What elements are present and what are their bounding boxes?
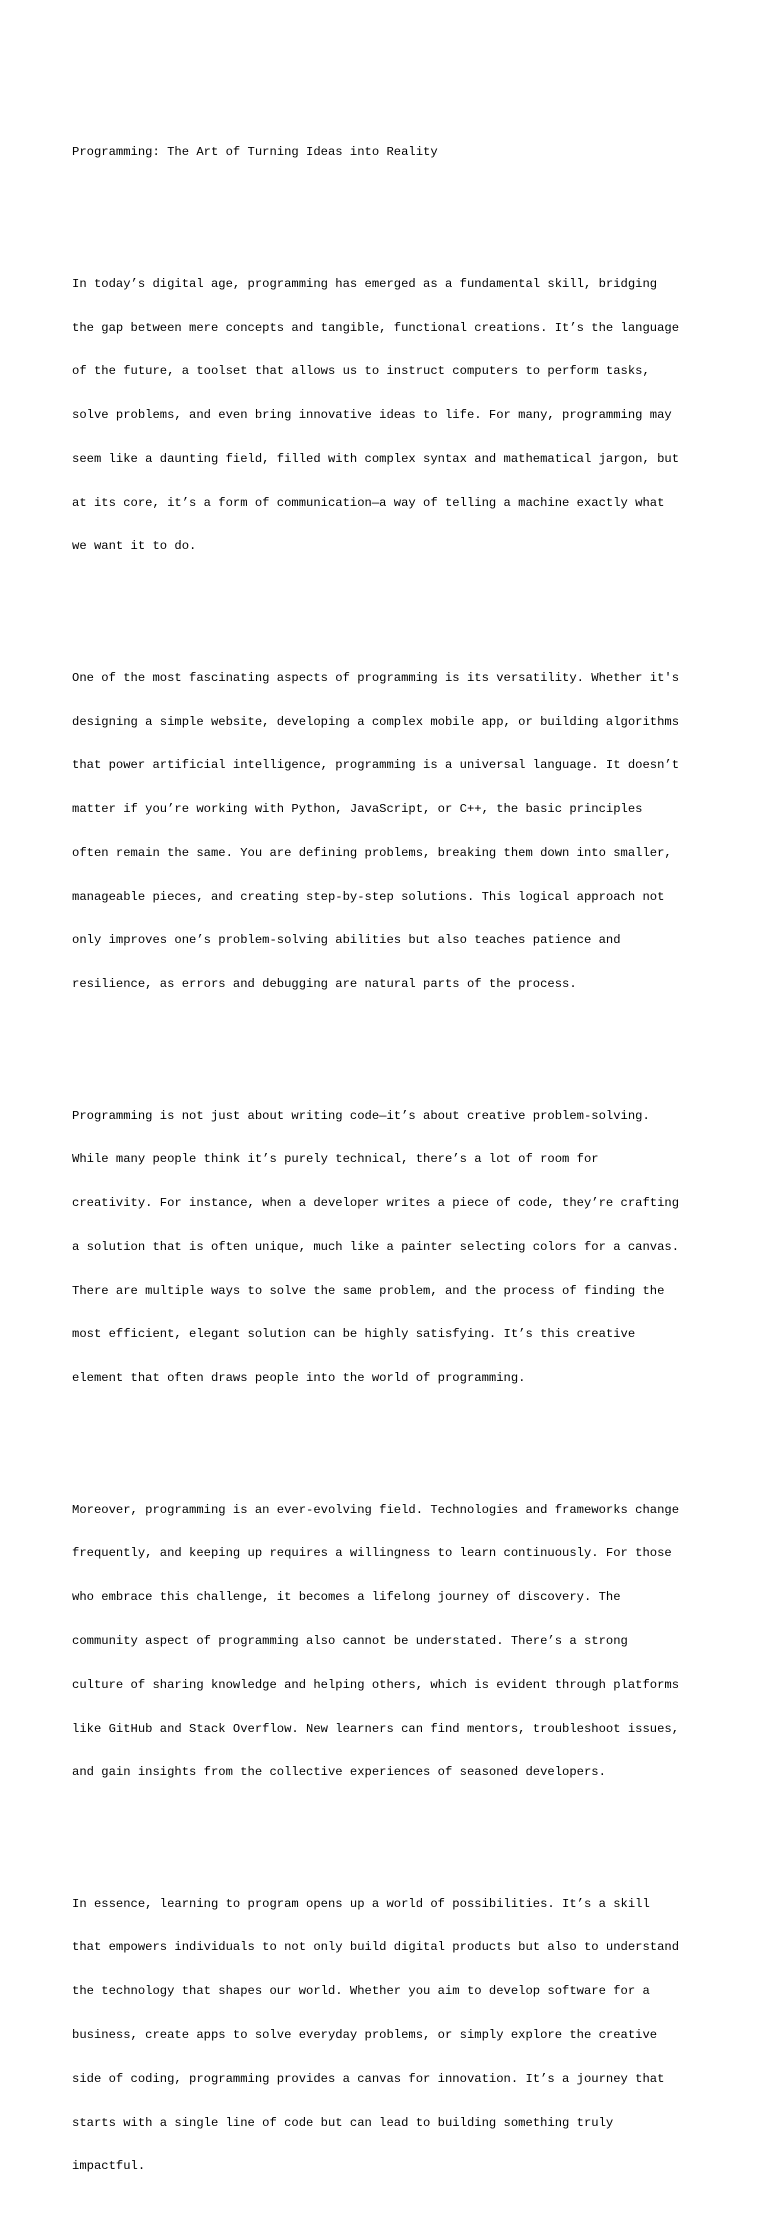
paragraph-line: frequently, and keeping up requires a willingness to learn continuously. For those bbox=[72, 1546, 672, 1561]
paragraph-3 bbox=[72, 1079, 712, 1415]
paragraph-line: Programming is not just about writing code—it’s about creative problem-solving. bbox=[72, 1108, 650, 1123]
paragraph-line: and gain insights from the collective experiences of seasoned developers. bbox=[72, 1765, 606, 1780]
paragraph-line: Moreover, programming is an ever-evolving field. Technologies and frameworks change bbox=[72, 1502, 680, 1517]
paragraph-line: While many people think it’s purely technical, there’s a lot of room for bbox=[72, 1152, 599, 1167]
paragraph-line: creativity. For instance, when a developer writes a piece of code, they’re crafting bbox=[72, 1196, 680, 1211]
paragraph-line: community aspect of programming also cannot be understated. There’s a strong bbox=[72, 1633, 628, 1648]
paragraph-5 bbox=[72, 1867, 712, 2203]
paragraph-line: that empowers individuals to not only build digital products but also to understand bbox=[72, 1940, 680, 1955]
paragraph-1 bbox=[72, 248, 712, 584]
paragraph-line: matter if you’re working with Python, JavaScript, or C++, the basic principles bbox=[72, 802, 643, 817]
paragraph-line: culture of sharing knowledge and helping others, which is evident through platforms bbox=[72, 1677, 680, 1692]
paragraph-line: In today’s digital age, programming has emerged as a fundamental skill, bridging bbox=[72, 276, 658, 291]
paragraph-line: One of the most fascinating aspects of programming is its versatility. Whether it's bbox=[72, 670, 680, 685]
paragraph-line: business, create apps to solve everyday problems, or simply explore the creative bbox=[72, 2027, 658, 2042]
paragraph-line: resilience, as errors and debugging are natural parts of the process. bbox=[72, 977, 577, 992]
paragraph-line: impactful. bbox=[72, 2159, 146, 2174]
paragraph-line: most efficient, elegant solution can be highly satisfying. It’s this creative bbox=[72, 1327, 636, 1342]
paragraph-line: that power artificial intelligence, programming is a universal language. It doesn’t bbox=[72, 758, 680, 773]
paragraph-line: seem like a daunting field, filled with complex syntax and mathematical jargon, but bbox=[72, 451, 680, 466]
paragraph-line: manageable pieces, and creating step-by-step solutions. This logical approach not bbox=[72, 889, 665, 904]
paragraph-line: like GitHub and Stack Overflow. New learners can find mentors, troubleshoot issues, bbox=[72, 1721, 680, 1736]
paragraph-4 bbox=[72, 1473, 712, 1809]
paragraph-line: often remain the same. You are defining problems, breaking them down into smaller, bbox=[72, 845, 672, 860]
paragraph-line: There are multiple ways to solve the same problem, and the process of finding the bbox=[72, 1283, 665, 1298]
paragraph-line: the gap between mere concepts and tangible, functional creations. It’s the language bbox=[72, 320, 680, 335]
paragraph-line: we want it to do. bbox=[72, 539, 197, 554]
paragraph-line: a solution that is often unique, much like a painter selecting colors for a canvas. bbox=[72, 1239, 680, 1254]
paragraph-line: In essence, learning to program opens up a world of possibilities. It’s a skill bbox=[72, 1896, 650, 1911]
paragraph-line: designing a simple website, developing a complex mobile app, or building algorithms bbox=[72, 714, 680, 729]
paragraph-line: solve problems, and even bring innovative ideas to life. For many, programming may bbox=[72, 408, 672, 423]
paragraph-2 bbox=[72, 642, 712, 1021]
paragraph-line: the technology that shapes our world. Whether you aim to develop software for a bbox=[72, 1984, 650, 1999]
document-title-block bbox=[72, 116, 712, 189]
document-title: Programming: The Art of Turning Ideas into Reality bbox=[72, 145, 438, 160]
paragraph-line: who embrace this challenge, it becomes a lifelong journey of discovery. The bbox=[72, 1590, 621, 1605]
paragraph-line: of the future, a toolset that allows us to instruct computers to perform tasks, bbox=[72, 364, 650, 379]
paragraph-line: at its core, it’s a form of communication—a way of telling a machine exactly what bbox=[72, 495, 665, 510]
document-page bbox=[72, 87, 712, 2232]
paragraph-line: element that often draws people into the world of programming. bbox=[72, 1371, 526, 1386]
paragraph-line: side of coding, programming provides a canvas for innovation. It’s a journey that bbox=[72, 2071, 665, 2086]
paragraph-line: starts with a single line of code but can lead to building something truly bbox=[72, 2115, 614, 2130]
paragraph-line: only improves one’s problem-solving abilities but also teaches patience and bbox=[72, 933, 621, 948]
